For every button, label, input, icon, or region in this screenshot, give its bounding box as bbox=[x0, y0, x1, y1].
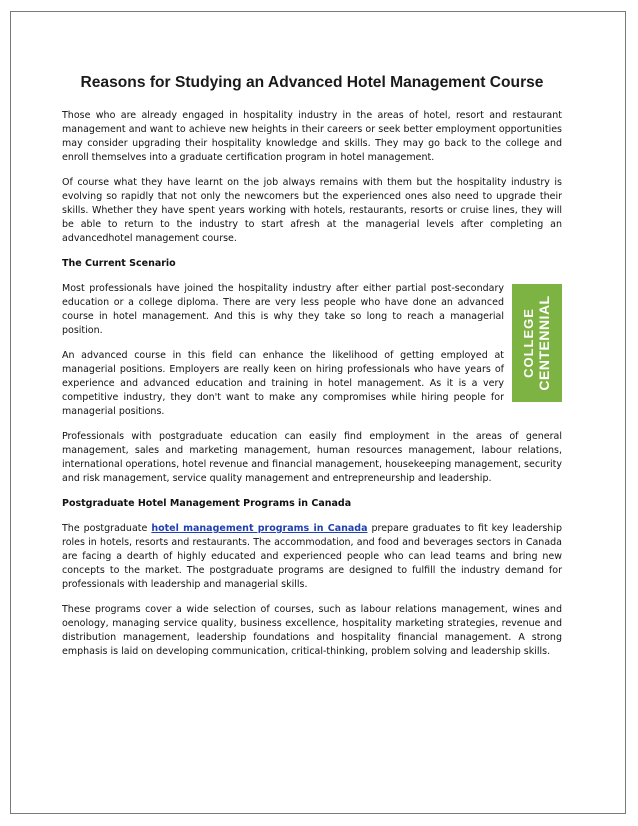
logo-college-text: COLLEGE bbox=[521, 308, 536, 378]
paragraph-skills: Of course what they have learnt on the job always remains with them but the hospitality industry is evolving so rapidly that not only the newcomers but the experienced ones also need to upgrade their skills. Whether they have spent years working with hotels, restaurants, resorts or cruise lines, they will be able to return to the industry to start afresh at the managerial levels after completing an advancedhotel management course. bbox=[62, 177, 562, 244]
logo-text bbox=[522, 295, 552, 390]
hotel-management-programs-link[interactable]: hotel management programs in Canada bbox=[151, 523, 368, 534]
paragraph-advanced-course: An advanced course in this field can enhance the likelihood of getting employed at managerial positions. Employers are really keen on hiring professionals who have years of experience and advanced education and training in hotel management. As it is a very competitive industry, they don't want to make any compromises while hiring people for managerial positions. bbox=[62, 350, 504, 417]
logo-centennial-text: CENTENNIAL bbox=[536, 295, 552, 391]
paragraph-courses: These programs cover a wide selection of courses, such as labour relations management, wines and oenology, managing service quality, business excellence, hospitality marketing strategies, revenue and distribution management, leadership foundations and hospitality financial management. A strong emphasis is laid on developing communication, critical-thinking, problem solving and leadership skills. bbox=[62, 604, 562, 657]
paragraph-employment-areas: Professionals with postgraduate education can easily find employment in the areas of general management, sales and marketing management, human resources management, labour relations, international operations, hotel revenue and financial management, housekeeping management, security and risk management, service quality management and entrepreneurship and leadership. bbox=[62, 431, 562, 484]
programs-text-after: prepare graduates to fit key leadership roles in hotels, resorts and restaurants. The accommodation, and food and beverages sectors in Canada are facing a dearth of highly educated and experienced people who can lead teams and bring new concepts to the market. The postgraduate programs are designed to fulfill the industry demand for professionals with leadership and managerial skills. bbox=[62, 523, 562, 590]
programs-text-before: The postgraduate bbox=[62, 523, 152, 534]
paragraph-intro: Those who are already engaged in hospitality industry in the areas of hotel, resort and restaurant management and want to achieve new heights in their careers or seek better employment opportunities may consider upgrading their hospitality knowledge and skills. They may go back to the college and enroll themselves into a graduate certification program in hotel management. bbox=[62, 110, 562, 163]
document-title: Reasons for Studying an Advanced Hotel Management Course bbox=[80, 74, 544, 91]
heading-programs-canada: Postgraduate Hotel Management Programs in Canada bbox=[62, 498, 352, 509]
centennial-college-logo bbox=[512, 284, 562, 402]
heading-current-scenario: The Current Scenario bbox=[62, 258, 176, 269]
document-body bbox=[62, 73, 562, 670]
paragraph-scenario-text: Most professionals have joined the hospitality industry after either partial post-secondary education or a college diploma. There are very less people who have done an advanced course in hotel management. And this is why they take so long to reach a managerial position. bbox=[62, 283, 504, 336]
paragraph-programs bbox=[62, 522, 562, 592]
